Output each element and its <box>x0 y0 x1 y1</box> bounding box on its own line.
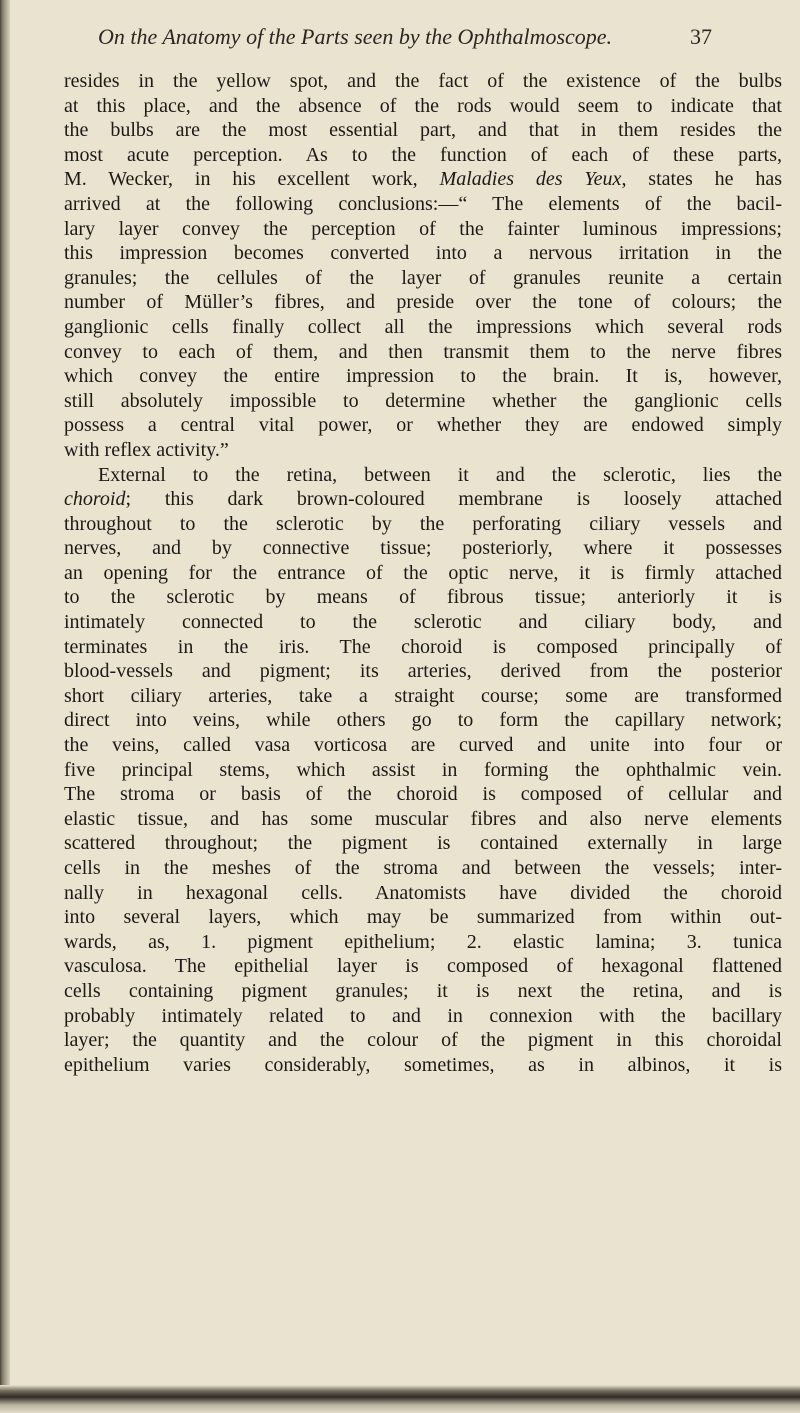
text-line: ganglionic cells finally collect all the impressions which several rods <box>64 315 782 338</box>
text-line: wards, as, 1. pigment epithelium; 2. elastic lamina; 3. tunica <box>64 930 782 953</box>
text-line: resides in the yellow spot, and the fact of the existence of the bulbs <box>64 70 782 92</box>
text-line: probably intimately related to and in connexion with the bacillary <box>64 1004 782 1027</box>
text-line: nerves, and by connective tissue; posteriorly, where it possesses <box>64 537 782 560</box>
text-line: throughout to the sclerotic by the perforating ciliary vessels and <box>64 512 782 535</box>
text-line: five principal stems, which assist in forming the ophthalmic vein. <box>64 758 782 781</box>
text-line: an opening for the entrance of the optic nerve, it is firmly attached <box>64 561 782 584</box>
text-line: intimately connected to the sclerotic and ciliary body, and <box>64 611 782 634</box>
text-line: lary layer convey the perception of the fainter luminous impressions; <box>64 217 782 240</box>
text-line: layer; the quantity and the colour of the pigment in this choroidal <box>64 1029 782 1052</box>
page-number: 37 <box>690 24 712 49</box>
text-line: the bulbs are the most essential part, and that in them resides the <box>64 119 782 142</box>
text-line: to the sclerotic by means of fibrous tissue; anteriorly it is <box>64 586 782 609</box>
paragraph-2 <box>64 463 782 1078</box>
text-line: External to the retina, between it and the sclerotic, lies the <box>98 463 782 486</box>
text-line: which convey the entire impression to the brain. It is, however, <box>64 365 782 388</box>
text-line: The stroma or basis of the choroid is composed of cellular and <box>64 783 782 806</box>
italic-term: choroid <box>64 488 126 511</box>
text-line: most acute perception. As to the function of each of these parts, <box>64 143 782 166</box>
text-line: at this place, and the absence of the rods would seem to indicate that <box>64 94 782 117</box>
text-line: this impression becomes converted into a nervous irritation in the <box>64 242 782 265</box>
text-line: elastic tissue, and has some muscular fibres and also nerve elements <box>64 807 782 830</box>
page-bottom-edge <box>0 1385 800 1413</box>
italic-term: Maladies des Yeux <box>439 168 622 191</box>
text-line: vasculosa. The epithelial layer is composed of hexagonal flattened <box>64 955 782 978</box>
text-line: possess a central vital power, or whether they are endowed simply <box>64 414 782 437</box>
text-line: cells containing pigment granules; it is next the retina, and is <box>64 979 782 1002</box>
text-line: cells in the meshes of the stroma and between the vessels; inter- <box>64 857 782 879</box>
text-line: with reflex activity.” <box>64 438 229 461</box>
text-line: scattered throughout; the pigment is contained externally in large <box>64 832 782 855</box>
text-line: M. Wecker, in his excellent work, Maladies des Yeux, states he has <box>64 168 782 191</box>
text-line: into several layers, which may be summarized from within out- <box>64 906 782 929</box>
page-binding-shadow <box>0 0 10 1413</box>
running-title: On the Anatomy of the Parts seen by the Ophthalmoscope. <box>98 24 613 49</box>
text-line: arrived at the following conclusions:—“ The elements of the bacil- <box>64 192 782 215</box>
body-text <box>64 69 782 1077</box>
text-line: nally in hexagonal cells. Anatomists have divided the choroid <box>64 881 782 904</box>
text-line: direct into veins, while others go to form the capillary network; <box>64 709 782 732</box>
text-line: convey to each of them, and then transmit them to the nerve fibres <box>64 340 782 363</box>
text-line: granules; the cellules of the layer of granules reunite a certain <box>64 266 782 289</box>
text-line: terminates in the iris. The choroid is composed principally of <box>64 635 782 658</box>
text-line: number of Müller’s fibres, and preside over the tone of colours; the <box>64 291 782 314</box>
text-line: choroid; this dark brown-coloured membrane is loosely attached <box>64 488 782 511</box>
text-line: epithelium varies considerably, sometimes, as in albinos, it is <box>64 1053 782 1076</box>
paragraph-1 <box>64 69 782 463</box>
text-line: blood-vessels and pigment; its arteries, derived from the posterior <box>64 660 782 683</box>
text-line: short ciliary arteries, take a straight course; some are transformed <box>64 684 782 707</box>
text-line: the veins, called vasa vorticosa are curved and unite into four or <box>64 734 782 757</box>
text-line: still absolutely impossible to determine whether the ganglionic cells <box>64 389 782 412</box>
